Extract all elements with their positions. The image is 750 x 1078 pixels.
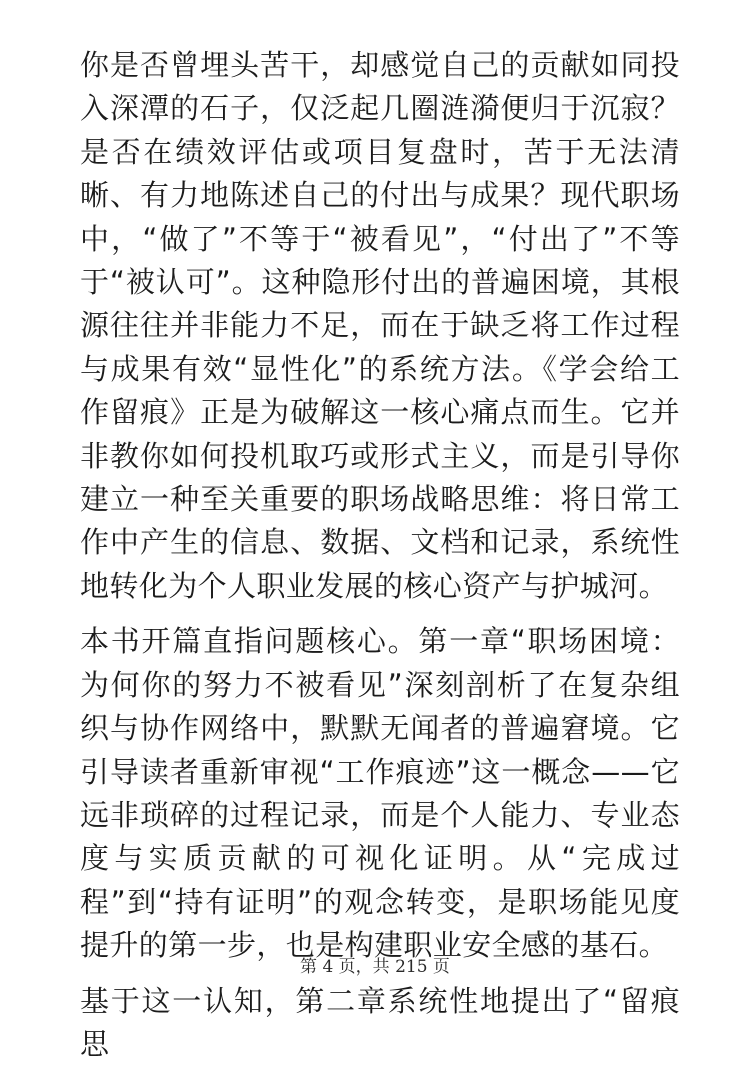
page-number-footer: 第 4 页，共 215 页 [300,957,450,977]
paragraph-chapter-one: 本书开篇直指问题核心。第一章“职场困境：为何你的努力不被看见”深刻剖析了在复杂组织与协作网络中，默默无闻者的普遍窘境。它引导读者重新审视“工作痕迹”这一概念——它远非琐碎的过程记录，而是个人能力、专业态度与实质贡献的可视化证明。从“完成过程”到“持有证明”的观念转变，是职场能见度提升的第一步，也是构建职业安全感的基石。 [80,624,680,963]
paragraph-chapter-two: 基于这一认知，第二章系统性地提出了“留痕思 [80,983,680,1061]
paragraph-intro: 你是否曾埋头苦干，却感觉自己的贡献如同投入深潭的石子，仅泛起几圈涟漪便归于沉寂？是否在绩效评估或项目复盘时，苦于无法清晰、有力地陈述自己的付出与成果？现代职场中，“做了”不等于“被看见”，“付出了”不等于“被认可”。这种隐形付出的普遍困境，其根源往往并非能力不足，而在于缺乏将工作过程与成果有效“显性化”的系统方法。《学会给工作留痕》正是为破解这一核心痛点而生。它并非教你如何投机取巧或形式主义，而是引导你建立一种至关重要的职场战略思维：将日常工作中产生的信息、数据、文档和记录，系统性地转化为个人职业发展的核心资产与护城河。 [80,48,680,603]
page-body [80,44,680,1078]
